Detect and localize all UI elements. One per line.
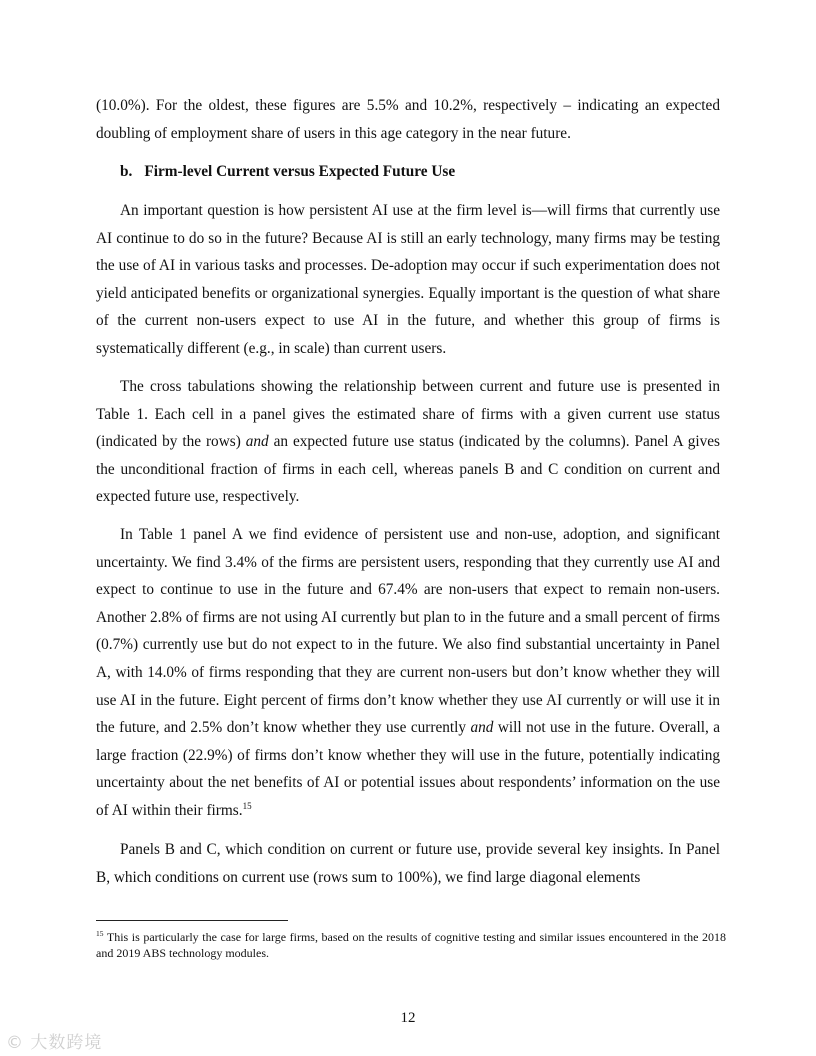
paragraph-text: An important question is how persistent AI use at the firm level is—will firms that currently use AI continue to do so in the future? Because AI is still an early technology, many firms may be testing the use of AI in various tasks and processes. De-adoption may occur if such experimentation does not yield anticipated benefits or organizational synergies. Equally important is the question of what share of the current non-users expect to use AI in the future, and whether this group of firms is systematically different (e.g., in scale) than current users.	[96, 202, 720, 357]
footnote-reference[interactable]: 15	[242, 800, 252, 811]
section-heading	[120, 158, 455, 186]
emphasis-text: and	[245, 433, 269, 451]
paragraph-text: Panels B and C, which condition on current or future use, provide several key insights. In Panel B, which conditions on current use (rows sum to 100%), we find large diagonal elements	[96, 841, 720, 886]
footnote	[96, 930, 726, 961]
section-letter: b.	[120, 163, 133, 180]
paragraph-text: (10.0%). For the oldest, these figures are 5.5% and 10.2%, respectively – indicating an expected doubling of employment share of users in this age category in the near future.	[96, 97, 720, 142]
paragraph-continuation	[96, 92, 720, 147]
footnote-marker: 15	[96, 929, 104, 938]
watermark: © 大数跨境	[6, 1033, 103, 1053]
text-run: The cross tabulations showing the relationship between current and future use is presented in Table 1. Each cell in a panel gives the estimated share of firms with a given current use status (indicated by the rows)	[96, 378, 720, 451]
footnote-divider	[96, 920, 288, 921]
paragraph-1	[96, 197, 720, 363]
paragraph-text	[96, 521, 720, 825]
paragraph-4	[96, 836, 720, 891]
text-run: In Table 1 panel A we find evidence of persistent use and non-use, adoption, and significant uncertainty. We find 3.4% of the firms are persistent users, responding that they currently use AI and expect to continue to use in the future and 67.4% are non-users that expect to remain non-users. Another 2.8% of firms are not using AI currently but plan to in the future and a small percent of firms (0.7%) currently use but do not expect to in the future. We also find substantial uncertainty in Panel A, with 14.0% of firms responding that they are current non-users but don’t know whether they will use AI in the future. Eight percent of firms don’t know whether they use AI currently or will use it in the future, and 2.5% don’t know whether they use currently	[96, 526, 720, 737]
emphasis-text: and	[470, 719, 494, 737]
page-number: 12	[400, 1010, 416, 1026]
paragraph-2	[96, 373, 720, 511]
paragraph-text	[96, 373, 720, 511]
footnote-text: This is particularly the case for large firms, based on the results of cognitive testing and similar issues encountered in the 2018 and 2019 ABS technology modules.	[96, 930, 726, 960]
section-title: Firm-level Current versus Expected Future Use	[144, 163, 456, 180]
paragraph-3	[96, 521, 720, 825]
text-run: will not use in the future. Overall, a large fraction (22.9%) of firms don’t know whether they will use in the future, potentially indicating uncertainty about the net benefits of AI or potential issues about respondents’ information on the use of AI within their firms.	[96, 719, 720, 819]
text-run: an expected future use status (indicated by the columns). Panel A gives the unconditional fraction of firms in each cell, whereas panels B and C condition on current and expected future use, respectively.	[96, 433, 720, 506]
